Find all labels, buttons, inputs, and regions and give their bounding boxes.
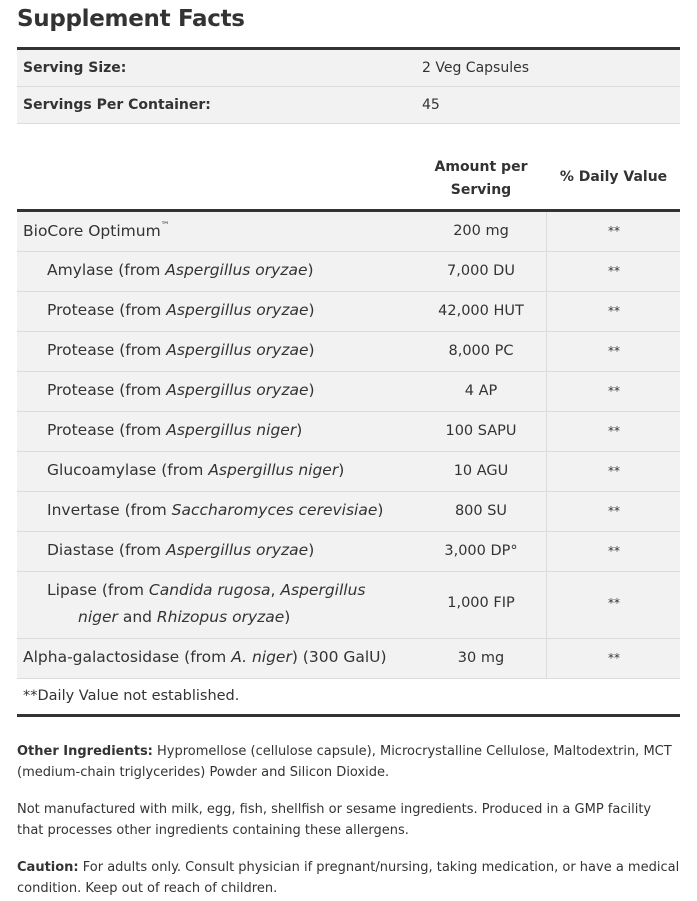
allergen-note: Not manufactured with milk, egg, fish, shellfish or sesame ingredients. Produced in a GMP facility that processes other ingredients containing these allergens.	[17, 802, 652, 838]
ingredient-daily-value: **	[546, 452, 681, 491]
servings-per-container-row	[17, 87, 680, 124]
ingredient-amount: 4 AP	[464, 383, 498, 399]
table-row	[17, 372, 680, 412]
ingredient-daily-value: **	[546, 332, 681, 371]
ingredients-table	[17, 212, 680, 679]
ingredient-daily-value: **	[546, 212, 681, 251]
ingredient-daily-value: **	[546, 492, 681, 531]
serving-size-label: Serving Size:	[23, 60, 127, 76]
ingredient-name: Glucoamylase (from Aspergillus niger)	[47, 461, 345, 479]
serving-size-value: 2 Veg Capsules	[422, 60, 530, 76]
other-ingredients-text: Hypromellose (cellulose capsule), Microcrystalline Cellulose, Maltodextrin, MCT (medium-chain triglycerides) Powder and Silicon Dioxide.	[17, 744, 672, 780]
ingredient-amount: 30 mg	[457, 650, 505, 666]
caution	[17, 857, 680, 899]
ingredient-name: Alpha-galactosidase (from A. niger) (300 GalU)	[23, 648, 387, 666]
table-row	[17, 292, 680, 332]
ingredient-amount: 8,000 PC	[448, 343, 514, 359]
table-row	[17, 332, 680, 372]
amount-header-line1: Amount per	[434, 159, 528, 175]
table-row	[17, 639, 680, 679]
ingredient-amount: 800 SU	[454, 503, 508, 519]
ingredient-name: Invertase (from Saccharomyces cerevisiae)	[47, 501, 384, 519]
daily-value-footnote: **Daily Value not established.	[23, 688, 240, 704]
table-row	[17, 532, 680, 572]
daily-value-header: % Daily Value	[559, 169, 668, 185]
ingredient-name: Amylase (from Aspergillus oryzae)	[47, 261, 314, 279]
serving-size-row	[17, 50, 680, 87]
ingredient-name: BioCore Optimum™	[23, 221, 170, 240]
bottom-rule	[17, 714, 680, 717]
ingredient-amount: 1,000 FIP	[447, 595, 515, 611]
ingredient-amount: 7,000 DU	[447, 263, 515, 279]
table-row	[17, 412, 680, 452]
table-row	[17, 572, 680, 639]
other-ingredients-label: Other Ingredients:	[17, 744, 153, 759]
table-row	[17, 252, 680, 292]
ingredient-daily-value: **	[546, 532, 681, 571]
page-title: Supplement Facts	[17, 6, 245, 32]
caution-label: Caution:	[17, 860, 79, 875]
servings-per-container-label: Servings Per Container:	[23, 97, 211, 113]
ingredient-name: Lipase (from Candida rugosa, Aspergillus niger and Rhizopus oryzae)	[47, 581, 366, 626]
table-row	[17, 452, 680, 492]
ingredient-amount: 3,000 DP°	[444, 543, 518, 559]
ingredient-name: Diastase (from Aspergillus oryzae)	[47, 541, 315, 559]
ingredient-daily-value: **	[546, 292, 681, 331]
ingredient-daily-value: **	[546, 252, 681, 291]
other-ingredients	[17, 741, 680, 783]
table-row	[17, 492, 680, 532]
ingredient-name: Protease (from Aspergillus oryzae)	[47, 301, 315, 319]
ingredient-name: Protease (from Aspergillus oryzae)	[47, 381, 315, 399]
amount-per-serving-header	[421, 156, 541, 202]
table-header	[17, 150, 680, 209]
table-row	[17, 212, 680, 252]
ingredient-daily-value: **	[546, 639, 681, 678]
ingredient-daily-value: **	[546, 412, 681, 451]
ingredient-name: Protease (from Aspergillus niger)	[47, 421, 303, 439]
ingredient-amount: 100 SAPU	[445, 423, 517, 439]
ingredient-daily-value: **	[546, 372, 681, 411]
servings-per-container-value: 45	[422, 97, 440, 113]
caution-text: For adults only. Consult physician if pregnant/nursing, taking medication, or have a medical condition. Keep out of reach of children.	[17, 860, 680, 896]
ingredient-daily-value: **	[546, 572, 681, 638]
ingredient-amount: 42,000 HUT	[438, 303, 524, 319]
ingredient-name: Protease (from Aspergillus oryzae)	[47, 341, 315, 359]
amount-header-line2: Serving	[450, 182, 512, 198]
ingredient-amount: 200 mg	[453, 223, 509, 239]
ingredient-amount: 10 AGU	[453, 463, 509, 479]
